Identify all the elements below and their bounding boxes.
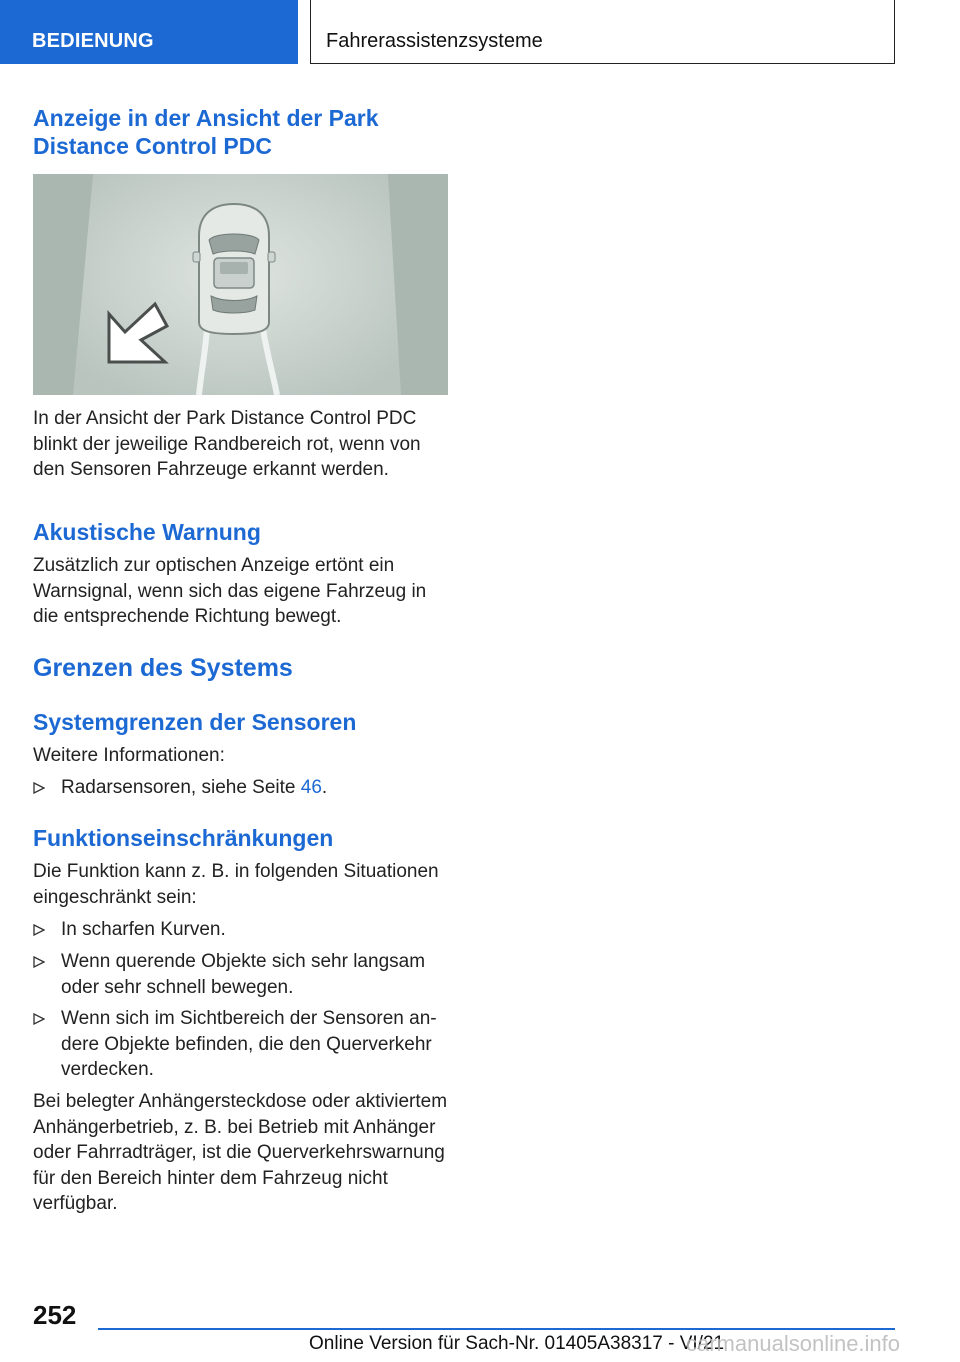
section-tab [0, 0, 298, 64]
triangle-right-outline-icon [33, 924, 45, 936]
bullet-sharp-curves [33, 917, 453, 943]
triangle-right-outline-icon [33, 782, 45, 794]
bullet-radar-sensors [33, 775, 453, 801]
chapter-header [310, 0, 895, 64]
footer-rule [98, 1328, 895, 1330]
acoustic-description: Zusätzlich zur optischen Anzeige ertönt ein Warnsignal, wenn sich das eigene Fahrzeug in die entsprechende Richtung bewegt. [33, 555, 427, 627]
bullet-text: Wenn sich im Sichtbereich der Sensoren andere Objekte befinden, die den Querverkehr verdecken. [61, 1008, 437, 1080]
function-intro: Die Funktion kann z. B. in folgenden Situationen eingeschränkt sein: [33, 861, 439, 908]
heading-function-limits: Funktionseinschränkungen [33, 825, 334, 851]
heading-pdc-view [33, 104, 379, 160]
page-number: 252 [33, 1300, 77, 1330]
car-icon [193, 204, 275, 334]
bullet-text: Wenn querende Objekte sich sehr langsam oder sehr schnell bewegen. [61, 951, 426, 998]
bullet-radar-end: . [321, 777, 328, 798]
bullet-text: In scharfen Kurven. [61, 919, 226, 940]
bullet-obstructed-view [33, 1006, 453, 1083]
page-link-46[interactable]: 46 [300, 777, 322, 798]
pdc-view-illustration [33, 174, 448, 395]
footer-version: Online Version für Sach-Nr. 01405A38317 - VI/21 [309, 1333, 725, 1354]
watermark: carmanualsonline.info [686, 1331, 901, 1356]
chapter-title: Fahrerassistenzsysteme [326, 30, 543, 52]
heading-pdc-line2: Distance Control PDC [33, 133, 272, 159]
triangle-right-outline-icon [33, 956, 45, 968]
heading-system-limits: Grenzen des Systems [33, 654, 293, 682]
pdc-description: In der Ansicht der Park Distance Control PDC blinkt der jeweilige Randbereich rot, wenn von den Sensoren Fahrzeuge erkannt werden. [33, 408, 421, 480]
trailer-note: Bei belegter Anhängersteckdose oder aktiviertem Anhängerbetrieb, z. B. bei Betrieb mit Anhänger oder Fahrradträger, ist die Querverkehrswarnung für den Bereich hinter dem Fahrzeug nicht verfügbar. [33, 1091, 448, 1214]
heading-pdc-line1: Anzeige in der Ansicht der Park [33, 105, 379, 131]
triangle-right-outline-icon [33, 1013, 45, 1025]
heading-acoustic-warning: Akustische Warnung [33, 519, 261, 545]
section-label: BEDIENUNG [32, 30, 154, 52]
bullet-crossing-objects [33, 949, 453, 1000]
heading-sensor-limits: Systemgrenzen der Sensoren [33, 709, 357, 735]
bullet-radar-text: Radarsensoren, siehe Seite [61, 777, 301, 798]
more-info-label: Weitere Informationen: [33, 745, 225, 766]
